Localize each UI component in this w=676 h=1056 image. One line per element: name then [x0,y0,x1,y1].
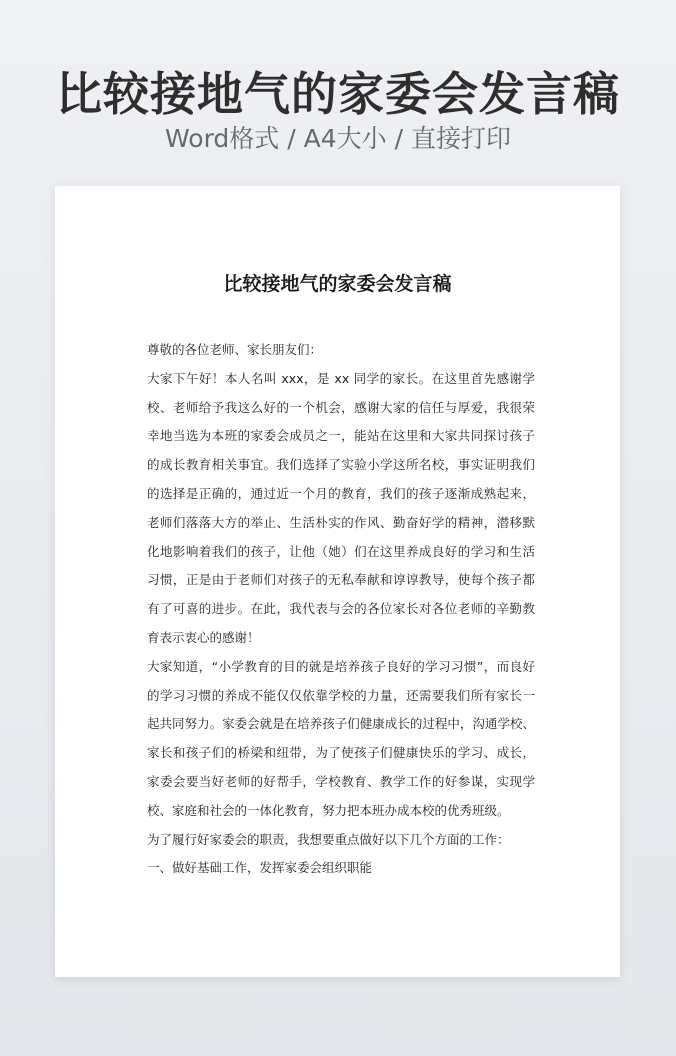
paragraph-line: 化地影响着我们的孩子，让他（她）们在这里养成良好的学习和生活 [147,543,535,559]
paragraph-line: 家长和孩子们的桥梁和纽带，为了使孩子们健康快乐的学习、成长， [147,745,535,761]
paragraph-line: 的选择是正确的，通过近一个月的教育，我们的孩子逐渐成熟起来， [147,485,535,501]
banner-title: 比较接地气的家委会发言稿 [56,67,620,121]
document-title: 比较接地气的家委会发言稿 [223,273,452,295]
paragraph-line: 的成长教育相关事宜。我们选择了实验小学这所名校，事实证明我们 [147,457,535,473]
paragraph-line: 育表示衷心的感谢！ [147,629,260,645]
salutation-line: 尊敬的各位老师、家长朋友们： [147,342,323,357]
paragraph-line: 校、老师给予我这么好的一个机会，感谢大家的信任与厚爱，我很荣 [147,399,535,415]
document-body [147,336,535,883]
paragraph-line: 大家下午好！本人名叫 xxx，是 xx 同学的家长。在这里首先感谢学 [147,370,535,386]
banner-subtitle: Word格式 / A4大小 / 直接打印 [165,124,511,153]
paragraph-line: 起共同努力。家委会就是在培养孩子们健康成长的过程中，沟通学校、 [147,716,535,732]
paragraph-line: 为了履行好家委会的职责，我想要重点做好以下几个方面的工作： [147,831,510,847]
paragraph-line: 习惯，正是由于老师们对孩子的无私奉献和谆谆教导，使每个孩子都 [147,572,535,588]
paragraph-line: 老师们落落大方的举止、生活朴实的作风、勤奋好学的精神，潜移默 [147,514,535,530]
paragraph-line: 校、家庭和社会的一体化教育，努力把本班办成本校的优秀班级。 [147,802,510,818]
paragraph-line: 家委会要当好老师的好帮手，学校教育、教学工作的好参谋，实现学 [147,773,535,789]
section-heading: 一、做好基础工作，发挥家委会组织职能 [147,860,373,876]
paragraph-line: 幸地当选为本班的家委会成员之一，能站在这里和大家共同探讨孩子 [147,428,535,444]
paragraph-line: 大家知道，“小学教育的目的就是培养孩子良好的学习习惯”，而良好 [147,658,535,674]
paragraph-line: 有了可喜的进步。在此，我代表与会的各位家长对各位老师的辛勤教 [147,601,535,617]
paragraph-line: 的学习习惯的养成不能仅仅依靠学校的力量，还需要我们所有家长一 [147,687,535,703]
